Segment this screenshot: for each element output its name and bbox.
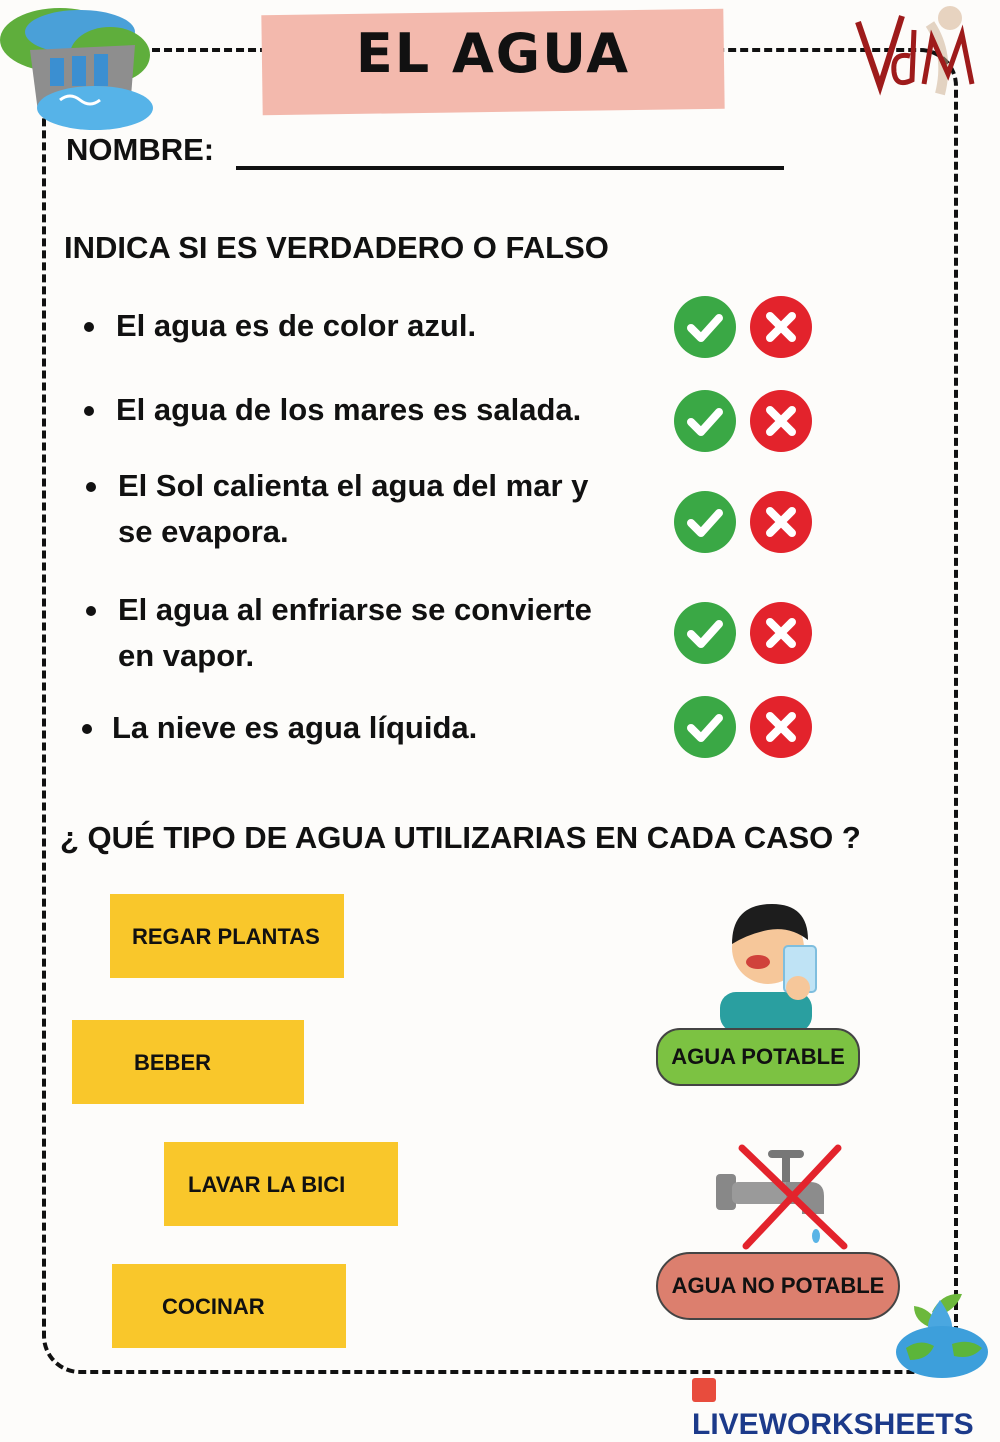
- bullet-icon: [86, 606, 96, 616]
- check-icon[interactable]: [674, 602, 736, 664]
- cross-icon[interactable]: [750, 390, 812, 452]
- bullet-icon: [82, 724, 92, 734]
- card-lavar-la-bici[interactable]: [164, 1142, 398, 1226]
- cross-icon[interactable]: [750, 296, 812, 358]
- liveworksheets-logo-icon: [692, 1378, 716, 1402]
- dam-illustration: [0, 0, 160, 135]
- statement-5: La nieve es agua líquida.: [112, 710, 478, 745]
- card-label: LAVAR LA BICI: [188, 1172, 346, 1197]
- check-icon[interactable]: [674, 491, 736, 553]
- card-label: BEBER: [134, 1050, 212, 1075]
- card-regar-plantas[interactable]: [110, 894, 344, 978]
- bullet-icon: [84, 406, 94, 416]
- check-icon[interactable]: [674, 390, 736, 452]
- statement-2: El agua de los mares es salada.: [116, 392, 582, 427]
- faucet-crossed-icon: [716, 1144, 848, 1250]
- target-agua-no-potable[interactable]: AGUA NO POTABLE: [656, 1252, 900, 1320]
- liveworksheets-footer: LIVEWORKSHEETS: [692, 1374, 1000, 1442]
- globe-water-icon: [892, 1290, 996, 1380]
- cross-icon[interactable]: [750, 491, 812, 553]
- card-cocinar[interactable]: [112, 1264, 346, 1348]
- card-label: COCINAR: [162, 1294, 265, 1319]
- card-label: REGAR PLANTAS: [132, 924, 320, 949]
- statement-1: El agua es de color azul.: [116, 308, 477, 343]
- vdm-logo: [850, 4, 985, 99]
- check-icon[interactable]: [674, 696, 736, 758]
- statement-3: El Sol calienta el agua del mar y se evapora.: [118, 468, 589, 549]
- name-label: NOMBRE:: [66, 132, 215, 167]
- target-agua-potable[interactable]: AGUA POTABLE: [656, 1028, 860, 1086]
- section2-heading: ¿ QUÉ TIPO DE AGUA UTILIZARIAS EN CADA CASO ?: [60, 820, 861, 855]
- cross-icon[interactable]: [750, 602, 812, 664]
- section1-heading: INDICA SI ES VERDADERO O FALSO: [64, 230, 609, 265]
- bullet-icon: [86, 482, 96, 492]
- check-icon[interactable]: [674, 296, 736, 358]
- statement-4: El agua al enfriarse se convierte en vapor.: [118, 592, 592, 673]
- card-beber[interactable]: [72, 1020, 304, 1104]
- page-title: EL AGUA: [355, 22, 631, 85]
- bullet-icon: [84, 322, 94, 332]
- boy-drinking-illustration: [712, 900, 832, 1030]
- cross-icon[interactable]: [750, 696, 812, 758]
- name-input-line[interactable]: [236, 166, 784, 170]
